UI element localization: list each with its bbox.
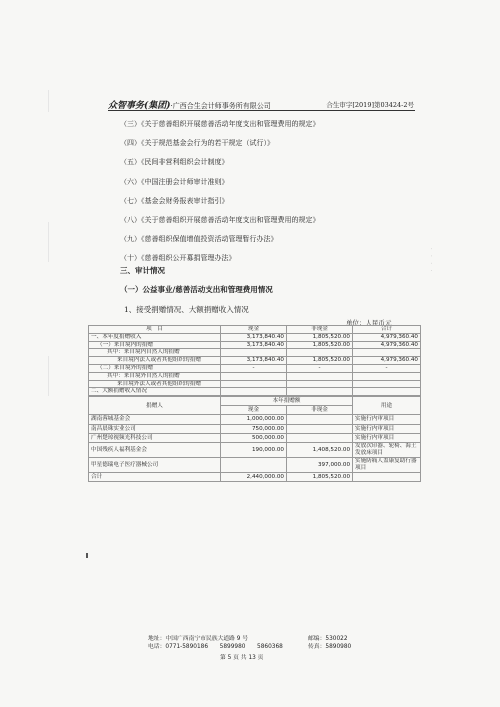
item-heading: 1、接受捐赠情况、大额捐赠收入情况 <box>124 305 249 314</box>
column-header: 合计 <box>353 326 421 334</box>
report-number: 合生审字[2019]第03424-2号 <box>326 101 414 109</box>
total-cell: 4,979,360.40 <box>353 341 421 349</box>
table-header-row <box>89 326 421 334</box>
total-cell: 4,979,360.40 <box>353 333 421 341</box>
footer-postcode: 邮编：530022 <box>308 636 348 642</box>
row-label: （二）来自境外的捐赠 <box>89 364 221 372</box>
regulation-item: （三）《关于慈善组织开展慈善活动年度支出和管理费用的规定》 <box>120 120 320 128</box>
noncash-cell: 397,000.00 <box>287 458 353 473</box>
seam-stamp: · · · · <box>428 248 434 274</box>
column-header: 非现金 <box>287 406 353 415</box>
table-row <box>89 433 421 442</box>
donor-cell: 中国残疾人福利基金会 <box>89 443 221 458</box>
column-header: 用途 <box>353 397 421 415</box>
donor-cell: 甲星德瑞电子医疗器械公司 <box>89 458 221 473</box>
column-header: 现金 <box>221 406 287 415</box>
noncash-cell: 1,805,520.00 <box>287 341 353 349</box>
total-cell <box>353 372 421 380</box>
table-row <box>89 333 421 341</box>
total-cell <box>353 349 421 357</box>
donor-cell: 广州楚琼视频光科技公司 <box>89 433 221 442</box>
table-row <box>89 424 421 433</box>
scan-mark <box>86 553 88 558</box>
large-donations-table <box>88 396 421 482</box>
use-cell: 实施防痛人盖康复助行器项目 <box>353 458 421 473</box>
noncash-cell: 1,805,520.00 <box>287 333 353 341</box>
header-rule <box>108 110 415 111</box>
cash-cell <box>221 372 287 380</box>
cash-cell <box>221 458 287 473</box>
regulation-item: （四）《关于规范基金会行为的若干规定（试行）》 <box>120 139 274 148</box>
currency-unit: 单位：人民币元 <box>346 319 392 327</box>
column-header: 捐赠人 <box>89 397 221 415</box>
noncash-cell <box>287 424 353 433</box>
use-cell: 实施行内审项目 <box>353 415 421 424</box>
total-label: 合计 <box>89 473 221 482</box>
row-label: 二、大额捐赠收入情况 <box>89 388 221 396</box>
table-row <box>89 349 421 357</box>
section-heading: 三、审计情况 <box>120 266 165 275</box>
table-header-row <box>89 397 421 406</box>
noncash-cell <box>287 433 353 442</box>
noncash-cell <box>287 415 353 424</box>
noncash-cell: - <box>287 364 353 372</box>
page-number: 第 5 页 共 13 页 <box>220 655 264 661</box>
footer-address: 地址：中国广西南宁市民族大道路 9 号 <box>148 636 249 642</box>
row-label: 来自境外法人或者其他组织的捐赠 <box>89 380 221 388</box>
row-label: （一）来自境内的捐赠 <box>89 341 221 349</box>
scan-mark <box>48 90 63 112</box>
table-row <box>89 380 421 388</box>
firm-logo: 众智事务(集团) <box>108 101 171 111</box>
scan-mark <box>48 222 63 262</box>
cash-cell: 3,173,840.40 <box>221 357 287 365</box>
donor-cell: 湖南蓉城基金会 <box>89 415 221 424</box>
firm-name: ·广西合生会计师事务所有限公司 <box>170 102 271 110</box>
table-row <box>89 357 421 365</box>
page-footer <box>148 635 408 651</box>
row-label: 来自境内法人或者其他组织的捐赠 <box>89 357 221 365</box>
cash-cell: 3,173,840.40 <box>221 341 287 349</box>
regulation-list <box>120 115 410 269</box>
noncash-cell <box>287 349 353 357</box>
regulation-item: （七）《基金会财务报表审计指引》 <box>120 196 229 205</box>
column-header: 项 目 <box>89 326 221 334</box>
table-row <box>89 372 421 380</box>
use-cell: 实施行内审项目 <box>353 424 421 433</box>
total-cell: 4,979,360.40 <box>353 357 421 365</box>
use-cell: 实施行内审项目 <box>353 433 421 442</box>
row-label: 其中：来自境内自然人的捐赠 <box>89 349 221 357</box>
donation-income-table <box>88 325 421 396</box>
scan-mark <box>48 356 63 396</box>
row-label: 其中：来自境外自然人的捐赠 <box>89 372 221 380</box>
cash-cell <box>221 349 287 357</box>
footer-phone: 电话：0771-5890186 5899980 5860368 <box>148 644 283 650</box>
use-cell: 发放次印器、轮椅、海土发放床项目 <box>353 443 421 458</box>
cash-cell: 1,000,000.00 <box>221 415 287 424</box>
regulation-item: （五）《民间非营利组织会计制度》 <box>120 158 229 167</box>
column-header: 本年捐赠额 <box>221 397 353 406</box>
total-cash: 2,440,000.00 <box>221 473 287 482</box>
table-row <box>89 415 421 424</box>
total-use <box>353 473 421 482</box>
footer-fax: 传真：5890980 <box>308 644 352 650</box>
cash-cell: 500,000.00 <box>221 433 287 442</box>
donor-cell: 南昌晨珠实业公司 <box>89 424 221 433</box>
cash-cell: - <box>221 364 287 372</box>
noncash-cell: 1,805,520.00 <box>287 357 353 365</box>
cash-cell: 3,173,840.40 <box>221 333 287 341</box>
row-label: 一、本年度捐赠收入 <box>89 333 221 341</box>
subsection-heading: （一）公益事业/慈善活动支出和管理费用情况 <box>120 285 273 294</box>
table-row <box>89 364 421 372</box>
table-row <box>89 341 421 349</box>
regulation-item: （九）《慈善组织保值增值投资活动管理暂行办法》 <box>120 235 278 244</box>
column-header: 现金 <box>221 326 287 334</box>
table-row <box>89 458 421 473</box>
cash-cell: 190,000.00 <box>221 443 287 458</box>
total-noncash: 1,805,520.00 <box>287 473 353 482</box>
noncash-cell <box>287 380 353 388</box>
cash-cell <box>221 380 287 388</box>
regulation-item: （十）《慈善组织公开募捐管理办法》 <box>120 254 236 263</box>
total-cell <box>353 380 421 388</box>
table-row <box>89 388 421 396</box>
table-row <box>89 443 421 458</box>
noncash-cell: 1,408,520.00 <box>287 443 353 458</box>
table-total-row <box>89 473 421 482</box>
cash-cell: 750,000.00 <box>221 424 287 433</box>
total-cell: - <box>353 364 421 372</box>
column-header: 非现金 <box>287 326 353 334</box>
noncash-cell <box>287 372 353 380</box>
regulation-item: （六）《中国注册会计师审计准则》 <box>120 177 229 186</box>
regulation-item: （八）《关于慈善组织开展慈善活动年度支出和管理费用的规定》 <box>120 215 320 224</box>
